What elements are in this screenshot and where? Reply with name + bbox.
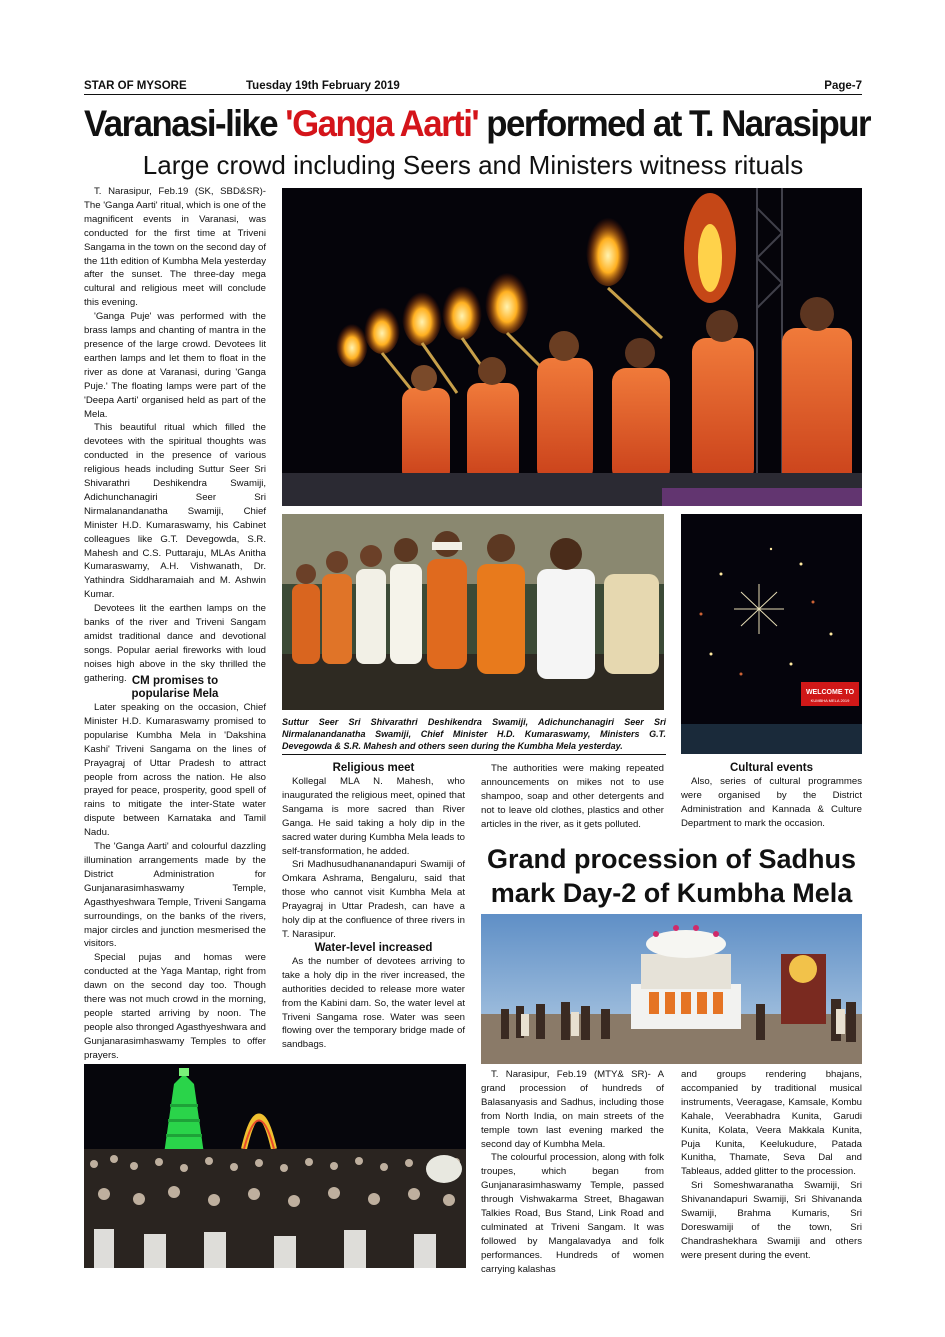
subhead-cm: CM promises to popularise Mela <box>131 675 219 700</box>
fireworks-illustration <box>681 514 862 754</box>
article1-col1b <box>84 675 266 1059</box>
subhead-religious: Religious meet <box>332 762 415 774</box>
para: Also, series of cultural programmes were organised by the District Administration and Kannada & Culture Department to mark the occasion. <box>681 776 862 829</box>
seers-photo <box>282 514 664 710</box>
temple-crowd-photo <box>84 1064 466 1268</box>
article2-colB <box>681 1068 862 1268</box>
para: Sri Madhusudhananandapuri Swamiji of Omkara Ashrama, Bengaluru, said that those who cannot visit Kumbha Mela at Prayagraj in Uttar Pradesh, can have a holy dip at the confluence of three rivers in T. Narasipur. <box>282 859 465 940</box>
ganga-aarti-illustration <box>282 188 862 506</box>
issue-date: Tuesday 19th February 2019 <box>246 80 400 92</box>
subhead-cultural: Cultural events <box>729 762 814 774</box>
para: and groups rendering bhajans, accompanied by traditional musical instruments, Veeragase, Kamsale, Kombu Kahale, Veerabhadra Kunita, Garudi Kunita, Kolata, Veera Makkala Kunita, Puja Kunita, Keelukudure, Patada Kunitha, Thamate, Seva Dal and Tableaus, added glitter to the procession. <box>681 1069 862 1178</box>
para: This beautiful ritual which filled the devotees with the spiritual thoughts was conducted in the presence of various religious heads including Suttur Seer Sri Shivarathri Deshikendra Swamiji, Adichunchanagiri Seer Sri Nirmalanandanatha Swamiji, Chief Minister H.D. Kumaraswamy, his Cabinet colleagues like G.T. Devegowda, S.R. Mahesh and C.S. Puttaraju, MLAs Anitha Kumaraswamy, A.H. Vishwanath, Dr. Yathindra Siddharamaiah and M. Ashwin Kumar. <box>84 422 266 601</box>
article1-col4 <box>681 762 862 834</box>
caption-rule <box>282 754 666 755</box>
article1-col1 <box>84 185 266 684</box>
para: 'Ganga Puje' was performed with the brass lamps and chanting of mantra in the presence of the large crowd. Devotees lit earthen lamps and let them to float in the river as done at Varanasi, during 'Ganga Puje.' The floating lamps were part of the 'Deepa Aarti' organised held as part of the Mela. <box>84 311 266 420</box>
main-headline <box>84 101 871 147</box>
para: Kollegal MLA N. Mahesh, who inaugurated the religious meet, opined that Sangama is more sacred than River Ganga. He said taking a holy dip in the sacred water during Kumbha Mela leads to self-transformation, he added. <box>282 776 465 857</box>
temple-crowd-illustration <box>84 1064 466 1268</box>
page-number: Page-7 <box>824 80 862 92</box>
headline-part2: performed at T. Narasipur <box>478 103 871 144</box>
masthead <box>84 79 862 95</box>
para: Devotees lit the earthen lamps on the banks of the river and Triveni Sangam amidst traditional dance and devotional songs. Popular aerial fireworks with loud noises high above in the sky thrilled the gathering. <box>84 603 266 684</box>
para: Sri Someshwaranatha Swamiji, Sri Shivanandapuri Swamiji, Sri Shivananda Swamiji, Brahma Kumaris, Sri Doreswamiji of the town, Sri Chandrashekhara Swamiji and others were present during the event. <box>681 1180 862 1261</box>
procession-illustration <box>481 914 862 1064</box>
ganga-aarti-photo <box>282 188 862 506</box>
seers-photo-caption: Suttur Seer Sri Shivarathri Deshikendra Swamiji, Adichunchanagiri Seer Sri Nirmalanandanatha Swamiji, Chief Minister H.D. Kumaraswamy, Ministers G.T. Devegowda & S.R. Mahesh and others seen during the Kumbha Mela yesterday. <box>282 717 666 751</box>
signboard-welcome: WELCOME TO <box>805 689 855 696</box>
para: Special pujas and homas were conducted at the Yaga Mantap, right from dawn on the second day too. Though there was not much crowd in the morning, people started arriving by noon. The people also thronged Agasthyeshwara and Gunjanarasimhaswamy Temples to offer prayers. <box>84 952 266 1061</box>
subhead-water: Water-level increased <box>314 941 433 954</box>
signboard-sub: KUMBHA MELA 2019 <box>810 698 850 703</box>
article1-col3 <box>481 762 664 834</box>
article2-colA <box>481 1068 664 1275</box>
para: The colourful procession, along with folk troupes, which began from Gunjanarasimhaswamy Temple, passed through Vishwakarma Street, Bhagawan Talkies Road, Bus Stand, Link Road and culminated at Triveni Sangam. It was followed by Mangalavadya and folk performances. Hundreds of women carrying kalashas <box>481 1152 664 1275</box>
fireworks-photo <box>681 514 862 754</box>
para: T. Narasipur, Feb.19 (MTY& SR)- A grand procession of hundreds of Balasanyasis and Sadhus, including those from North India, on main streets of the temple town last evening marked the second day of Kumbha Mela. <box>481 1069 664 1150</box>
para: The authorities were making repeated announcements on mikes not to use shampoo, soap and other detergents and not to leave old clothes, plastics and other articles in the river, as it gets polluted. <box>481 763 664 830</box>
article1-col2 <box>282 762 465 1058</box>
article2-headline-line1: Grand procession of Sadhus <box>486 844 857 874</box>
headline-highlight: 'Ganga Aarti' <box>285 103 479 144</box>
para: The 'Ganga Aarti' and colourful dazzling illumination arrangements made by the District Administration for Gunjanarasimhaswamy Temple, Agasthyeshwara Temple, Triveni Sangama surroundings, on the banks of the rivers, major circles and junction mesmerised the visitors. <box>84 841 266 950</box>
article2-headline <box>481 842 862 910</box>
article2-headline-line2: mark Day-2 of Kumbha Mela <box>490 878 853 908</box>
sub-headline: Large crowd including Seers and Ministers witness rituals <box>142 150 804 180</box>
headline-part1: Varanasi-like <box>84 103 286 144</box>
seers-illustration <box>282 514 664 710</box>
paper-name: STAR OF MYSORE <box>84 80 187 92</box>
para: Later speaking on the occasion, Chief Minister H.D. Kumaraswamy promised to popularise Kumbha Mela in 'Dakshina Kashi' Triveni Sangama on the lines of Prayagraj of Uttar Pradesh to attract people from across the nation. He also prayed for peace, prosperity, good spell of rains to mitigate the inter-State water dispute between Karnataka and Tamil Nadu. <box>84 702 266 839</box>
procession-photo <box>481 914 862 1064</box>
para: As the number of devotees arriving to take a holy dip in the river increased, the authorities decided to release more water from the Kabini dam. So, the water level at Triveni Sangama rose. Water was seen flowing over the temporary bridge made of sandbags. <box>282 955 465 1051</box>
para: T. Narasipur, Feb.19 (SK, SBD&SR)- The 'Ganga Aarti' ritual, which is one of the magnificent events in Varanasi, was conducted for the first time at Triveni Sangama in the town on the second day of the 11th edition of Kumbha Mela yesterday after the sunset. The three-day mega cultural and religious meet will conclude this evening. <box>84 186 266 309</box>
